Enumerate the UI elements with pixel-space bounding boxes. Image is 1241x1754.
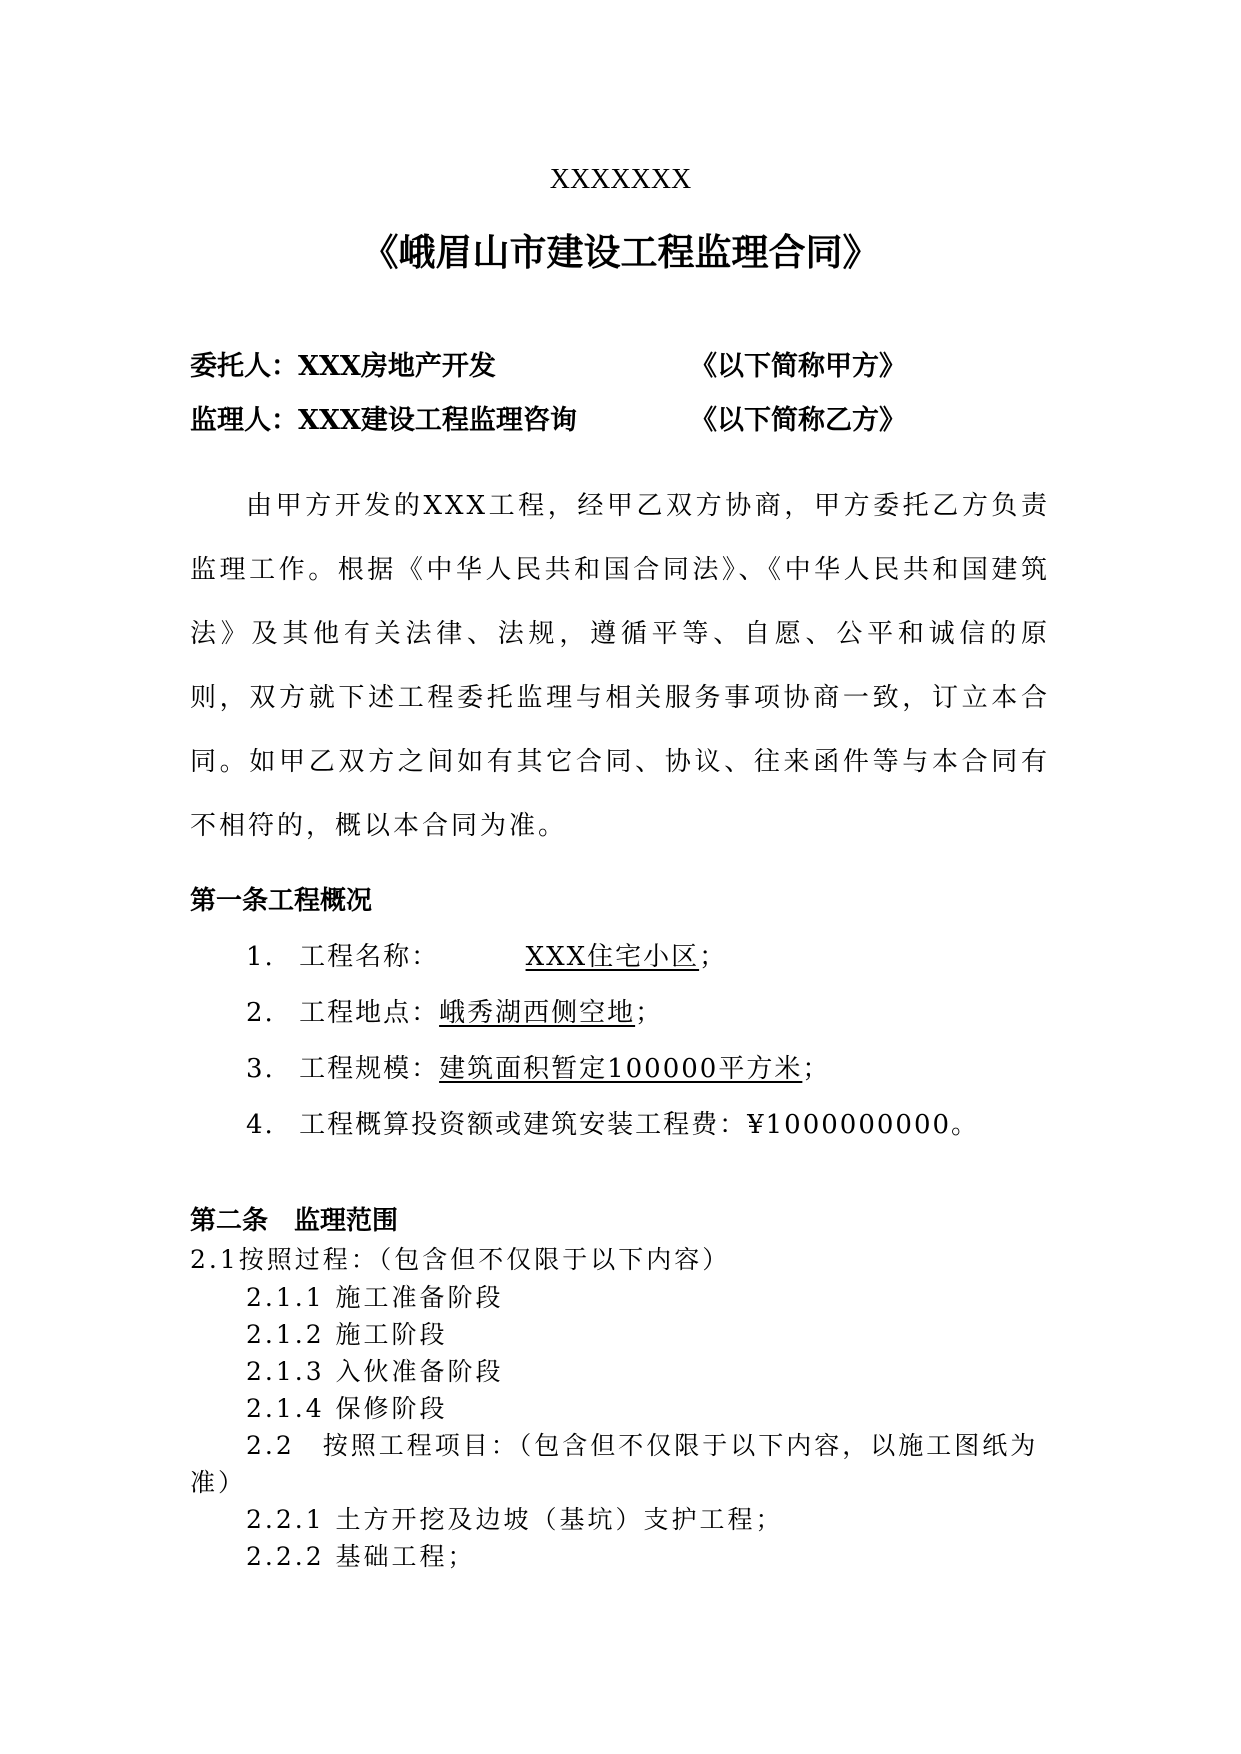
section-2-2-continued: 准） [190,1468,247,1497]
section-2-1-2: 2.1.2 施工阶段 [246,1320,448,1349]
list-item [246,992,663,1029]
item-end: ； [699,942,728,972]
item-value: ¥1000000000。 [747,1110,980,1140]
section-2-1-1: 2.1.1 施工准备阶段 [246,1283,504,1312]
item-value: 建筑面积暂定100000平方米 [439,1054,803,1084]
article2-heading: 第二条 监理范围 [190,1206,399,1236]
item-number: 4. [246,1110,275,1140]
item-label: 工程名称： [299,942,440,972]
client-alias: 《以下简称甲方》 [690,351,906,382]
section-2-1: 2.1按照过程：（包含但不仅限于以下内容） [190,1245,731,1274]
list-item [246,1048,830,1085]
item-end: ； [802,1054,831,1084]
supervisor-alias: 《以下简称乙方》 [690,405,906,436]
list-item [246,936,727,973]
document-code: XXXXXXX [549,164,692,195]
item-value: 峨秀湖西侧空地 [439,998,636,1028]
list-item [246,1104,979,1141]
section-2-1-3: 2.1.3 入伙准备阶段 [246,1357,504,1386]
document-title: 《峨眉山市建设工程监理合同》 [361,230,880,274]
section-2-1-4: 2.1.4 保修阶段 [246,1394,448,1423]
item-value: XXX住宅小区 [525,942,700,972]
article1-heading: 第一条工程概况 [190,886,373,916]
item-end: ； [635,998,664,1028]
supervisor-label: 监理人：XXX建设工程监理咨询 [190,405,577,436]
intro-paragraph: 由甲方开发的XXX工程，经甲乙双方协商，甲方委托乙方负责监理工作。根据《中华人民共和国合同法》、《中华人民共和国建筑法》及其他有关法律、法规，遵循平等、自愿、公平和诚信的原则，双方就下述工程委托监理与相关服务事项协商一致，订立本合同。如甲乙双方之间如有其它合同、协议、往来函件等与本合同有不相符的，概以本合同为准。 [190,491,1050,841]
item-label: 工程概算投资额或建筑安装工程费： [299,1110,748,1140]
item-label: 工程规模： [299,1054,440,1084]
client-label: 委托人：XXX房地产开发 [190,351,496,382]
item-number: 3. [246,1054,275,1084]
item-number: 1. [246,942,275,972]
section-2-2-1: 2.2.1 土方开挖及边坡（基坑）支护工程； [246,1505,784,1534]
section-2-2: 2.2 按照工程项目：（包含但不仅限于以下内容，以施工图纸为 [246,1431,1039,1460]
item-label: 工程地点： [299,998,440,1028]
section-2-2-2: 2.2.2 基础工程； [246,1542,476,1571]
item-number: 2. [246,998,275,1028]
